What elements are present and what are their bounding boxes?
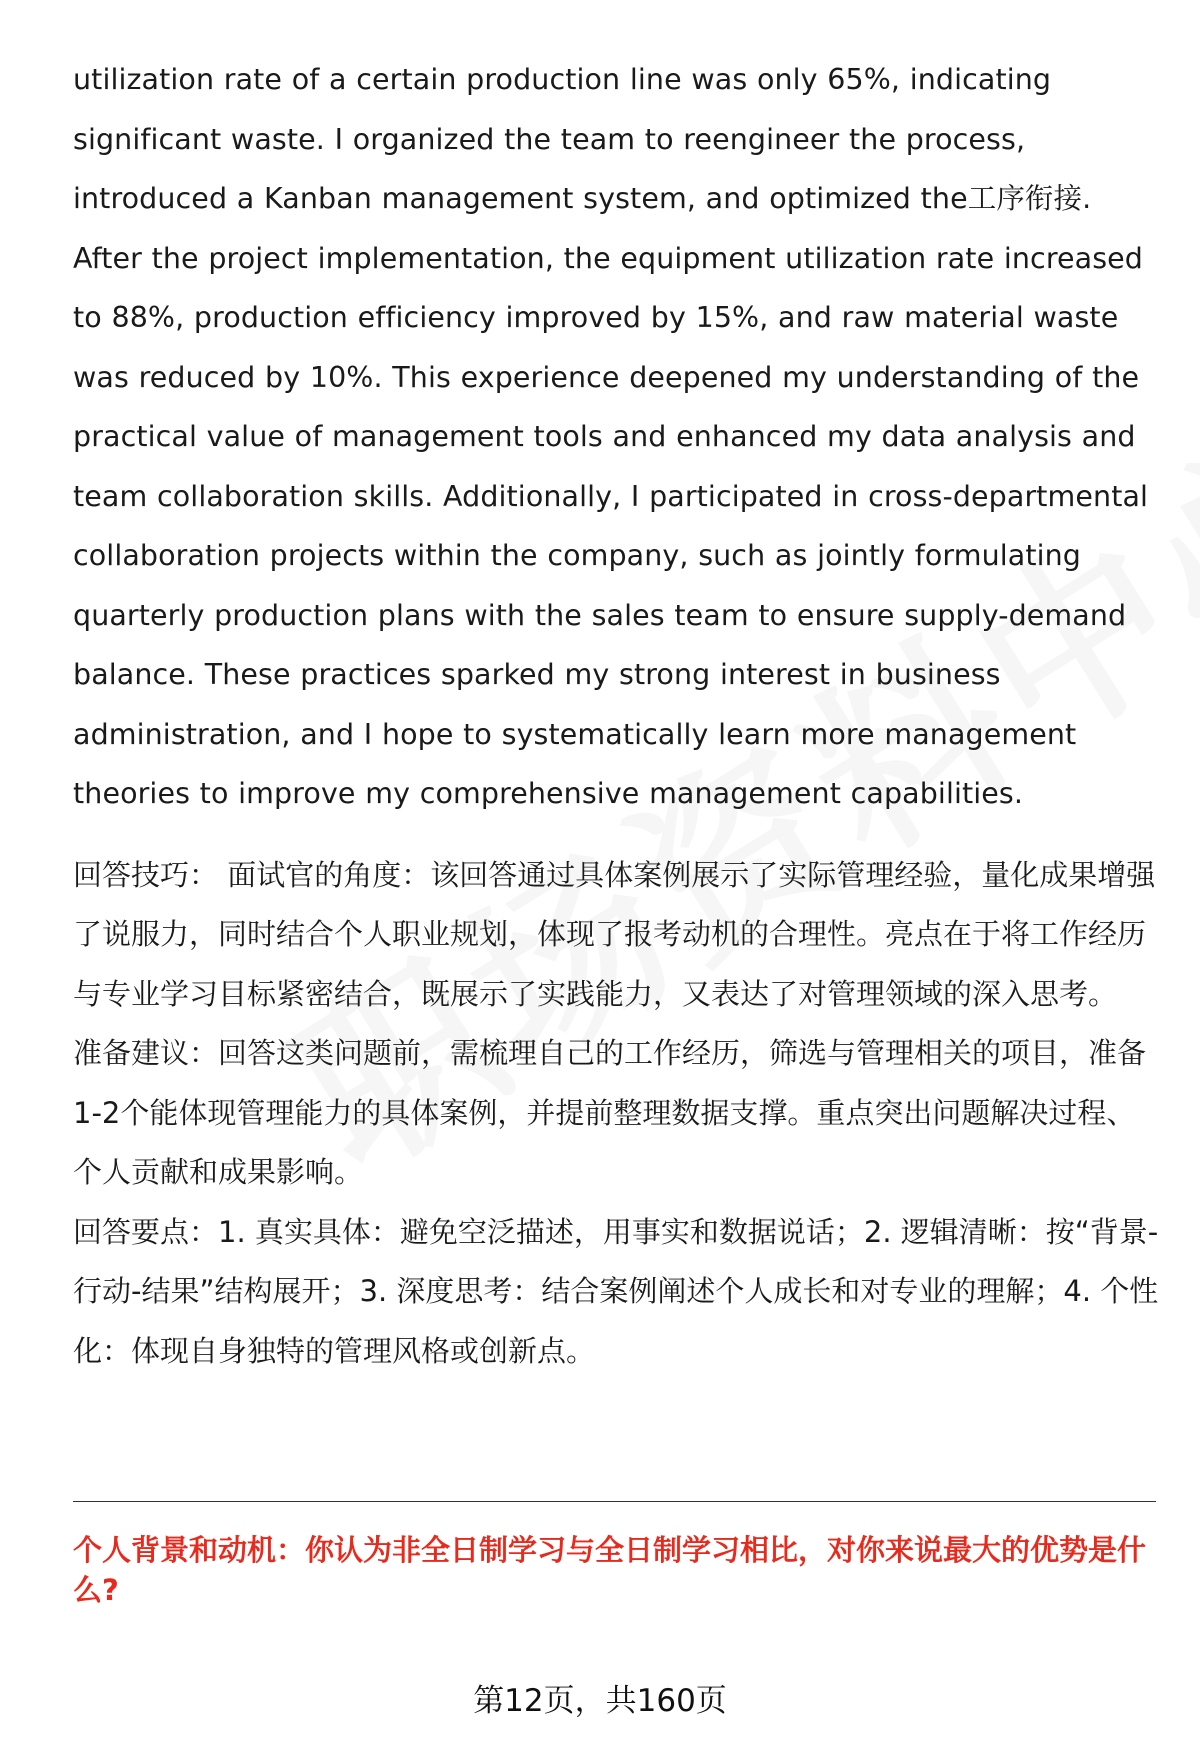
page-number: 第12页，共160页 — [473, 1683, 727, 1719]
section-divider — [73, 1501, 1156, 1502]
preparation-paragraph: 准备建议：回答这类问题前，需梳理自己的工作经历，筛选与管理相关的项目，准备1-2个能体现管理能力的具体案例，并提前整理数据支撑。重点突出问题解决过程、个人贡献和成果影响。 — [73, 1036, 1147, 1189]
page-content — [73, 50, 1163, 1381]
answer-paragraph: utilization rate of a certain production line was only 65%, indicating significant waste. I organized the team to reengineer the process, introduced a Kanban management system, and optimized the工序衔接. After the project implementation, the equipment utilization rate increased to 88%, production efficiency improved by 15%, and raw material waste was reduced by 10%. This experience deepened my understanding of the practical value of management tools and enhanced my data analysis and team collaboration skills. Additionally, I participated in cross-departmental collaboration projects within the company, such as jointly formulating quarterly production plans with the sales team to ensure supply-demand balance. These practices sparked my strong interest in business administration, and I hope to systematically learn more management theories to improve my comprehensive management capabilities. — [73, 63, 1149, 810]
answer-tips — [73, 846, 1163, 1382]
key-points-paragraph: 回答要点：1. 真实具体：避免空泛描述，用事实和数据说话；2. 逻辑清晰：按“背景-行动-结果”结构展开；3. 深度思考：结合案例阐述个人成长和对专业的理解；4. 个性化：体现自身独特的管理风格或创新点。 — [73, 1214, 1159, 1368]
next-question-heading: 个人背景和动机：你认为非全日制学习与全日制学习相比，对你来说最大的优势是什么? — [73, 1533, 1147, 1607]
technique-paragraph: 回答技巧： 面试官的角度：该回答通过具体案例展示了实际管理经验，量化成果增强了说服力，同时结合个人职业规划，体现了报考动机的合理性。亮点在于将工作经历与专业学习目标紧密结合，既展示了实践能力，又表达了对管理领域的深入思考。 — [73, 857, 1156, 1011]
